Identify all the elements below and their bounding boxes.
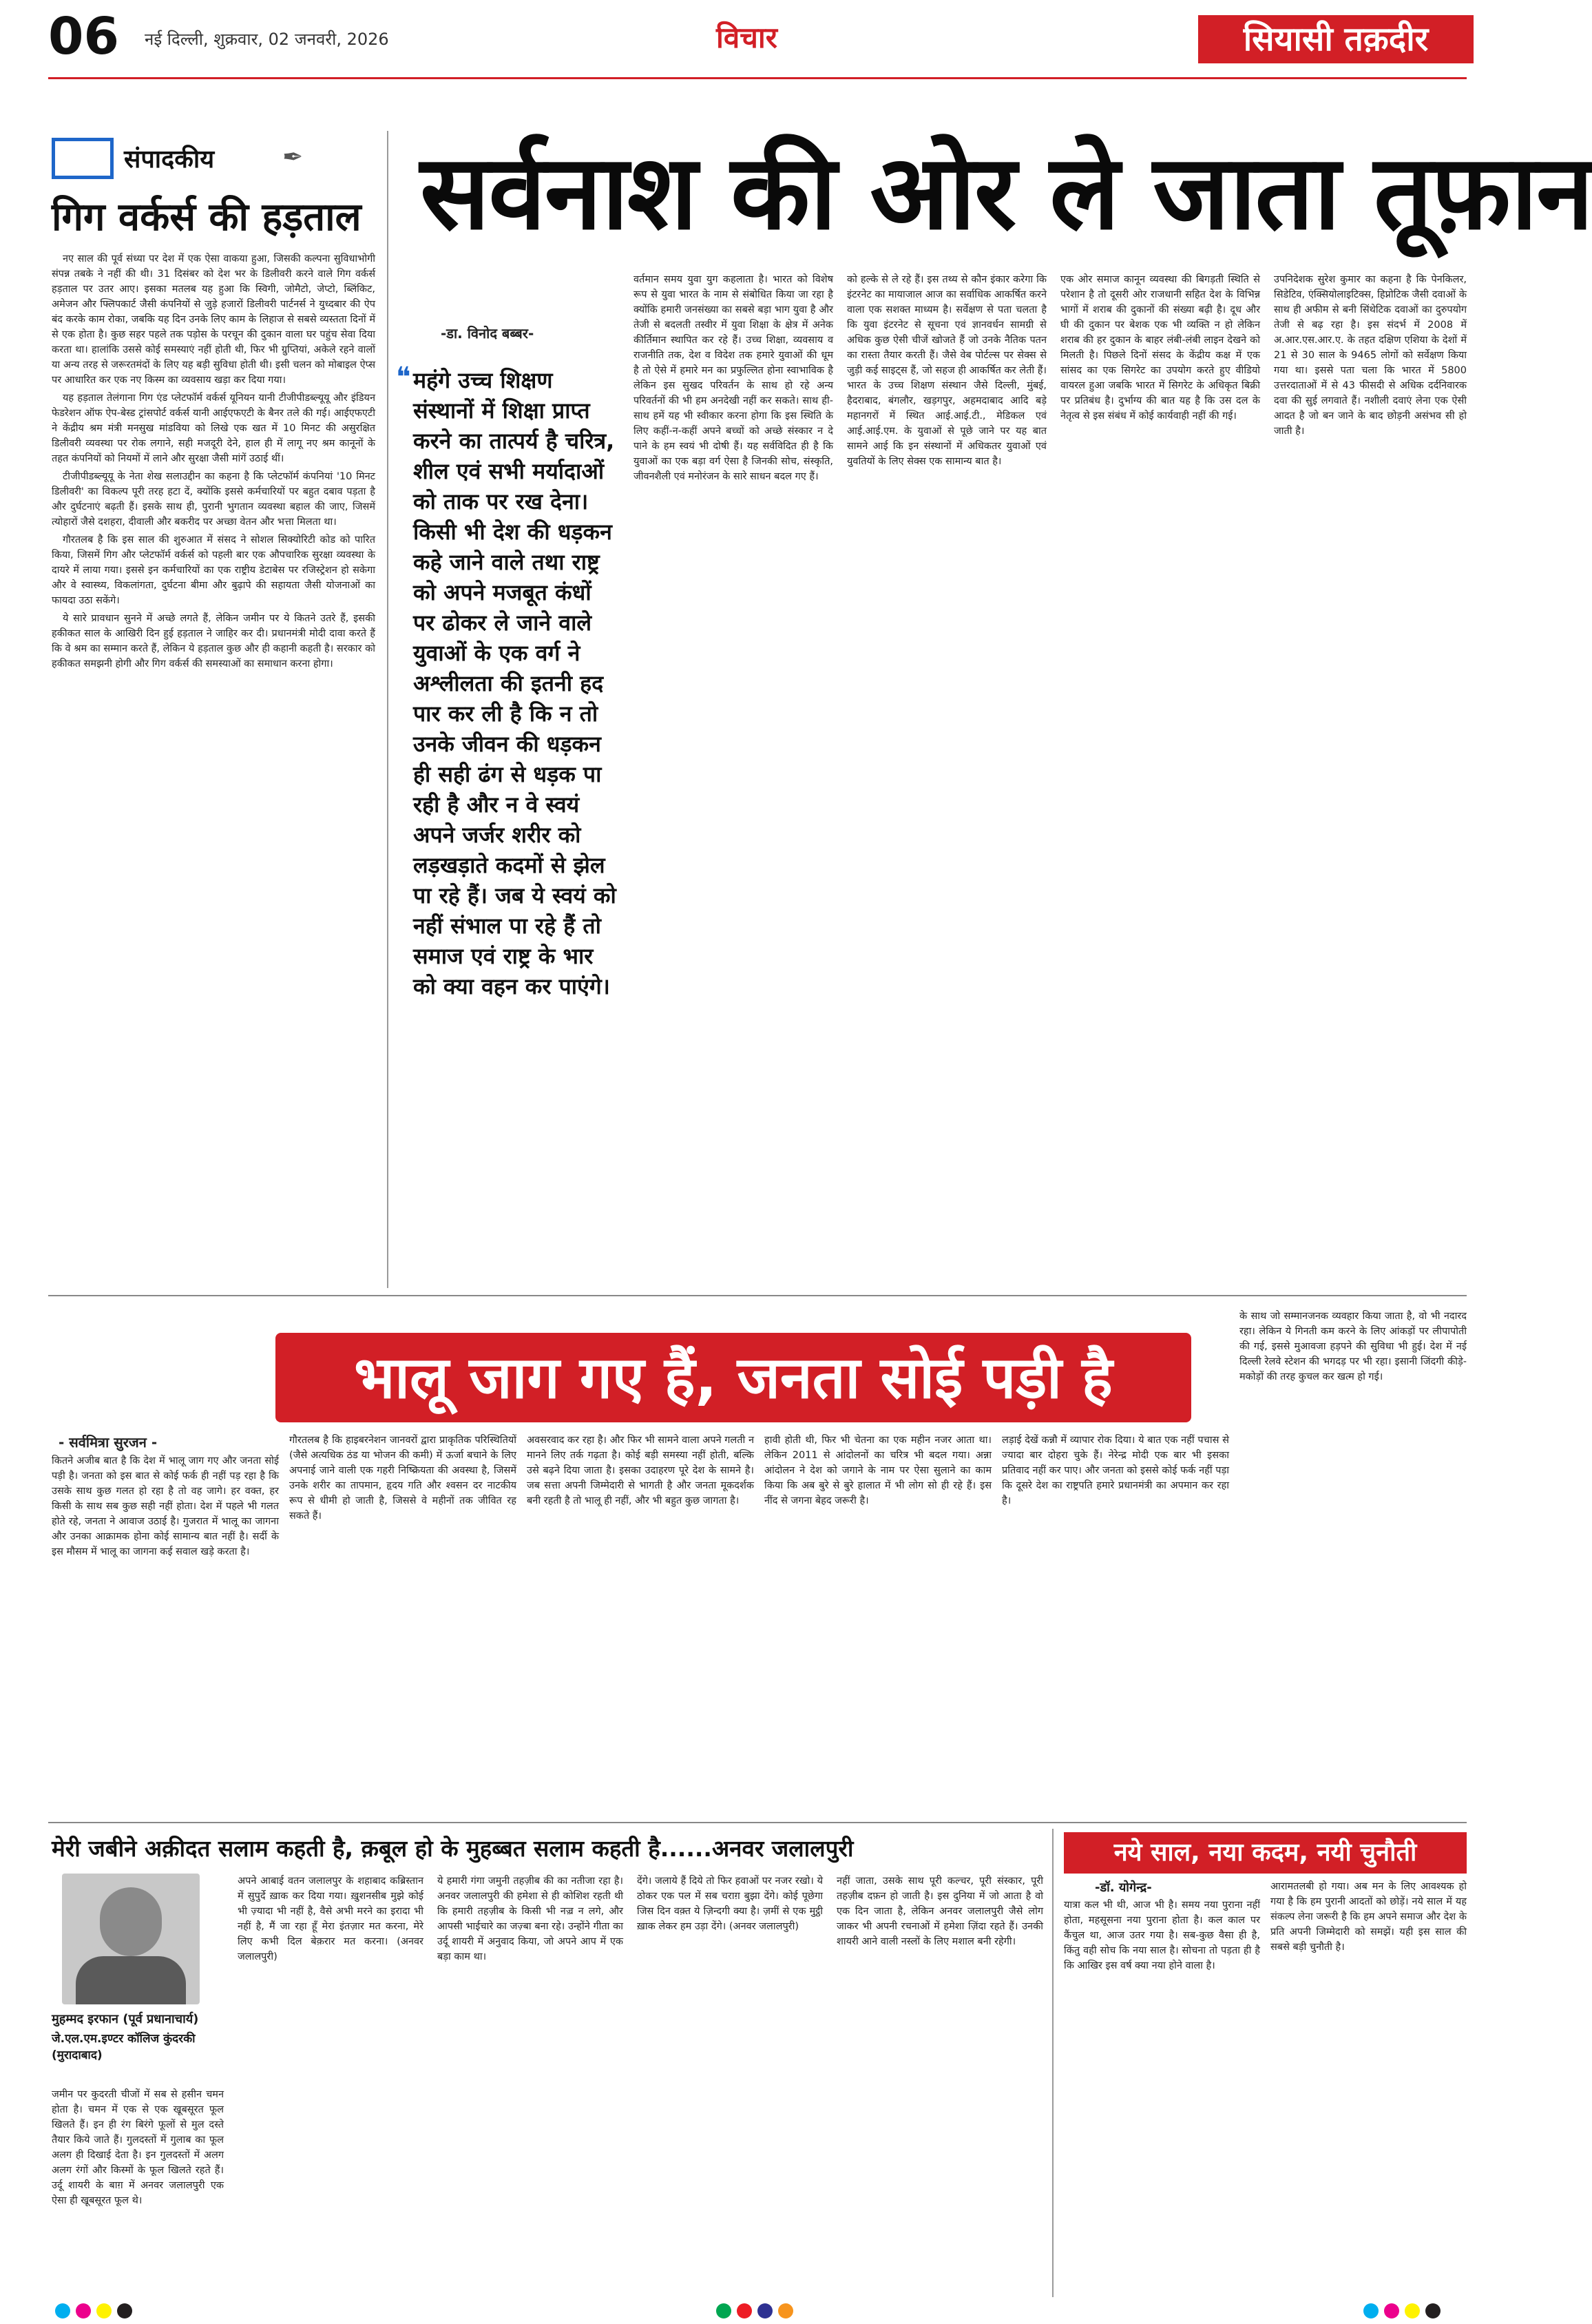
poetry-column-5: नहीं जाता, उसके साथ पूरी कल्चर, पूरी संस्कार, पूरी तहज़ीब दफ़न हो जाती है। इस दुनिया में जो आता है वो एक दिन जाता है, लेकिन अनवर जलालपुरी जैसे लोग जाकर भी अपनी रचनाओं में हमेशा ज़िंदा रहते हैं। उनकी शायरी आने वाली नस्लों के लिए मशाल बनी रहेगी।: [837, 1876, 1043, 1947]
newyear-headline: नये साल, नया कदम, नयी चुनौती: [1064, 1832, 1467, 1874]
avatar-shoulders: [76, 1956, 186, 2004]
lead-column-2: को हल्के से ले रहे हैं। इस तथ्य से कौन इंकार करेगा कि इंटरनेट का मायाजाल आज का सर्वाधिक आकर्षित करने वाला एक सशक्त माध्यम है। सर्वेक्षण से पता चलता है कि युवा इंटरनेट से सूचना एवं ज्ञानवर्धन सामग्री से अधिक कुछ ऐसी चीजें खोजते हैं जो उनके नैतिक पतन का रास्ता तैयार करती हैं। जैसे वेब पोर्टल्स पर सेक्स से जुड़ी कई साइट्स हैं, जो सहज ही आकर्षित कर लेती हैं। भारत के उच्च शिक्षण संस्थान जैसे दिल्ली, मुंबई, हैदराबाद, बंगलौर, खड़गपुर, अहमदाबाद आदि बड़े महानगरों में स्थित आई.आई.टी., मेडिकल एवं आई.आई.एम. के युवाओं से पूछे जाने पर यह बात सामने आई कि इन संस्थानों में अधिकतर युवाओं एवं युवतियों के लिए सेक्स एक सामान्य बात है।: [847, 274, 1047, 467]
second-headline: भालू जाग गए हैं, जनता सोई पड़ी है: [275, 1333, 1191, 1422]
lead-pull-quote: महंगे उच्च शिक्षण संस्थानों में शिक्षा प्राप्त करने का तात्पर्य है चरित्र, शील एवं सभी मर्यादाओं को ताक पर रख देना। किसी भी देश की धड़कन कहे जाने वाले तथा राष्ट्र को अपने मजबूत कंधों पर ढोकर ले जाने वाले युवाओं के एक वर्ग ने अश्लीलता की इतनी हद पार कर ली है कि न तो उनके जीवन की धड़कन ही सही ढंग से धड़क पा रही है और न वे स्वयं अपने जर्जर शरीर को लड़खड़ाते कदमों से झेल पा रहे हैं। जब ये स्वयं को नहीं संभाल पा रहे हैं तो समाज एवं राष्ट्र के भार को क्या वहन कर पाएंगे।: [413, 367, 616, 999]
column-divider: [1052, 1829, 1054, 2297]
registration-dot: [76, 2303, 91, 2318]
registration-dot: [96, 2303, 112, 2318]
newyear-byline: -डॉ. योगेन्द्र-: [1095, 1880, 1152, 1895]
page-header: [0, 0, 1515, 76]
editorial-headline: गिग वर्कर्स की हड़ताल: [52, 195, 362, 240]
second-column-2: गौरतलब है कि हाइबरनेशन जानवरों द्वारा प्राकृतिक परिस्थितियों (जैसे अत्यधिक ठंड या भोजन की कमी) में ऊर्जा बचाने के लिए अपनाई जाने वाली एक गहरी निष्क्रियता की अवस्था है, जिसमें उनके शरीर का तापमान, हृदय गति और श्वसन दर नाटकीय रूप से धीमी हो जाती है, जिससे वे महीनों तक जीवित रह सकते हैं।: [289, 1435, 516, 1522]
quote-icon: ❝: [396, 362, 411, 393]
second-column-4: हावी होती थी, फिर भी चेतना का एक महीन नजर आता था। लेकिन 2011 से आंदोलनों का चरित्र भी बदल गया। अन्ना आंदोलन ने देश को जगाने के नाम पर ऐसा सुलाने का काम किया कि अब बुरे से बुरे हालात में भी लोग सो ही रहे हैं। इस नींद से जगना बेहद जरूरी है।: [764, 1435, 992, 1506]
poetry-column-3: ये हमारी गंगा जमुनी तहज़ीब की का नतीजा रहा है। अनवर जलालपुरी की हमेशा से ही कोशिश रहती थी कि हमारी तहज़ीब के किसी भी नज़्र न लगे, और आपसी भाईचारे का जज़्बा बना रहे। उन्होंने गीता का उर्दू शायरी में अनुवाद किया, जो अपने आप में एक बड़ा काम था।: [437, 1876, 623, 1962]
registration-dot: [117, 2303, 132, 2318]
page-number: 06: [48, 7, 119, 66]
lead-byline: -डा. विनोद बब्बर-: [441, 325, 534, 342]
lead-column-3: एक ओर समाज कानून व्यवस्था की बिगड़ती स्थिति से परेशान है तो दूसरी ओर राजधानी सहित देश के विभिन्न भागों में शराब की दुकानों की संख्या बढ़ी है। दूध और घी की दुकान पर बेशक एक भी व्यक्ति न हो लेकिन शराब की हर दुकान के बाहर लंबी-लंबी लाइन देखने को मिलती है। पिछले दिनों संसद के केंद्रीय कक्ष में एक सांसद का एक सिगरेट का उपयोग करते हुए वीडियो वायरल हुआ जबकि भारत में सिगरेट के अधिकृत बिक्री पर प्रतिबंध है। दुर्भाग्य की बात यह है कि उस दल के नेतृत्व से इस संबंध में कोई कार्यवाही नहीं की गई।: [1060, 274, 1260, 422]
lead-headline: सर्वनाश की ओर ले जाता तूफ़ान: [420, 133, 1592, 253]
section-rule: [48, 1822, 1467, 1823]
second-column-5: लड़ाई देखें कन्नौ में व्यापार रोक दिया। ये बात एक नहीं पचास से ज्यादा बार दोहरा चुके हैं। नेरेन्द्र मोदी एक बार भी इसका प्रतिवाद नहीं कर पाए। और जनता को इससे कोई फर्क नहीं पड़ा कि दूसरे देश का राष्ट्रपति हमारे प्रधानमंत्री का अपमान कर रहा है।: [1002, 1435, 1229, 1506]
editorial-logo-box: [52, 138, 114, 179]
editorial-paragraph: यह हड़ताल तेलंगाना गिग एंड प्लेटफॉर्म वर्कर्स यूनियन यानी टीजीपीडब्ल्यूयू और इंडियन फेडरेशन ऑफ ऐप-बेस्ड ट्रांसपोर्ट वर्कर्स यानी आईएफएटी के बैनर तले की गई। आईएफएटी ने केंद्रीय श्रम मंत्री मनसुख मांडविया को लिखे एक खत में 10 मिनट की असुरक्षित डिलीवरी व्यवस्था पर रोक लगाने, सही मजदूरी देने, हाल ही में लागू नए श्रम कानूनों के तहत कंपनियों को नियमों में लाने और सुरक्षा जैसी मांगें उठाई थीं।: [52, 393, 375, 464]
lead-column-1: वर्तमान समय युवा युग कहलाता है। भारत को विशेष रूप से युवा भारत के नाम से संबोधित किया जा रहा है क्योंकि हमारी जनसंख्या का सबसे बड़ा भाग युवा है और तेजी से बदलती तस्वीर में युवा शिक्षा के क्षेत्र में अनेक कीर्तिमान स्थापित कर रहे हैं। उच्च शिक्षा, व्यवसाय व राजनीति तक, देश व विदेश तक हमारे युवाओं की धूम है तो ऐसे में हमारे मन का प्रफुल्लित होना स्वाभाविक है लेकिन इस सुखद परिवर्तन के साथ हो रहे अन्य परिवर्तनों की भी हम अनदेखी नहीं कर सकते। साथ ही-साथ हमें यह भी स्वीकार करना होगा कि इस स्थिति के लिए कहीं-न-कहीं अपने बच्चों को अच्छे संस्कार न दे पाने के हम स्वयं भी दोषी हैं। यह सर्वविदित ही है कि युवाओं का एक बड़ा वर्ग ऐसा है जिनकी सोच, संस्कृति, जीवनशैली एवं मनोरंजन के सारे साधन बदल गए हैं।: [633, 274, 833, 482]
column-divider: [387, 131, 388, 1288]
registration-dot: [1405, 2303, 1420, 2318]
second-column-3: अवसरवाद कर रहा है। और फिर भी सामने वाला अपने गलती न मानने लिए तर्क गढ़ता है। कोई बड़ी समस्या नहीं होती, बल्कि उसे बढ़ने दिया जाता है। इसका उदाहरण पूरे देश के सामने है। जब सत्ता अपनी जिम्मेदारी से भागती है और जनता मूकदर्शक बनी रहती है तो भालू ही नहीं, और भी बहुत कुछ जागता है।: [527, 1435, 754, 1506]
section-rule: [48, 1295, 1467, 1296]
registration-dot: [737, 2303, 752, 2318]
poetry-column-1: जमीन पर कुदरती चीजों में सब से हसीन चमन होता है। चमन में एक से एक खूबसूरत फूल खिलते हैं। इन ही रंग बिरंगे फूलों से मुल दस्ते तैयार किये जाते हैं। गुलदस्तों में गुलाब का फूल अलग ही दिखाई देता है। इन गुलदस्तों में अलग अलग रंगों और किस्मों के फूल खिलते रहते हैं। उर्दू शायरी के बाग़ में अनवर जलालपुरी एक ऐसा ही खूबसूरत फूल थे।: [52, 2089, 224, 2206]
pen-icon: ✒: [282, 143, 304, 172]
dateline: नई दिल्ली, शुक्रवार, 02 जनवरी, 2026: [145, 30, 389, 49]
author-photo: [62, 1874, 200, 2004]
registration-dot: [1425, 2303, 1441, 2318]
column-tag: सियासी तक़दीर: [1198, 15, 1474, 63]
poetry-headline: मेरी जबीने अक़ीदत सलाम कहती है, क़बूल हो के मुहब्बत सलाम कहती है......अनवर जलालपुरी: [52, 1835, 854, 1862]
registration-dot: [778, 2303, 793, 2318]
poetry-column-4: देंगे। जलाये हैं दिये तो फिर हवाओं पर नजर रखो। ये ठोकर एक पल में सब चराग़ बुझा देंगे। कोई पूछेगा जिस दिन वक़्त ये ज़िन्दगी क्या है। ज़मीं से एक मुट्ठी ख़ाक लेकर हम उड़ा देंगे। (अनवर जलालपुरी): [637, 1876, 823, 1932]
registration-dot: [716, 2303, 731, 2318]
editorial-label: संपादकीय: [124, 145, 215, 174]
poetry-column-2: अपने आबाई वतन जलालपुर के शहाबाद कब्रिस्तान में सुपुर्दे ख़ाक कर दिया गया। ख़ुशनसीब मुझे कोई भी ज़्यादा भी नहीं है, वैसे अभी मरने का इरादा भी नहीं है, मैं जा रहा हूँ मेरा इंतज़ार मत करना, मेरे लिए कभी दिल बेक़रार मत करना। (अनवर जलालपुरी): [238, 1876, 423, 1962]
newyear-column-2: आरामतलबी हो गया। अब मन के लिए आवश्यक हो गया है कि हम पुरानी आदतों को छोड़ें। नये साल में यह संकल्प लेना जरूरी है कि हम अपने समाज और देश के प्रति अपनी जिम्मेदारी को समझें। यही इस साल की सबसे बड़ी चुनौती है।: [1270, 1881, 1467, 1953]
author-name: मुहम्मद इरफान (पूर्व प्रधानाचार्य): [52, 2012, 199, 2026]
editorial-paragraph: टीजीपीडब्ल्यूयू के नेता शेख सलाउद्दीन का कहना है कि प्लेटफॉर्म कंपनियां '10 मिनट डिलीवरी' का विकल्प पूरी तरह हटा दें, क्योंकि इससे कर्मचारियों पर बहुत दबाव पड़ता है और दुर्घटनाएं बढ़ती हैं। इसके साथ ही, पुरानी भुगतान व्यवस्था बहाल की जाए, जिसमें त्योहारों जैसे दशहरा, दीवाली और बकरीद पर अच्छा वेतन और भत्ता मिलता था।: [52, 471, 375, 528]
editorial-paragraph: ये सारे प्रावधान सुनने में अच्छे लगते हैं, लेकिन जमीन पर ये कितने उतरे हैं, इसकी हकीकत साल के आखिरी दिन हुई हड़ताल ने जाहिर कर दी। प्रधानमंत्री मोदी दावा करते हैं कि वे श्रम का सम्मान करते हैं, लेकिन ये हड़ताल कुछ और ही कहानी कहती है। सरकार को हकीकत समझनी होगी और गिग वर्कर्स की समस्याओं का समाधान करना होगा।: [52, 613, 375, 670]
editorial-paragraph: गौरतलब है कि इस साल की शुरुआत में संसद ने सोशल सिक्योरिटी कोड को पारित किया, जिसमें गिग और प्लेटफॉर्म वर्कर्स को पहली बार एक औपचारिक सुरक्षा व्यवस्था के दायरे में लाया गया। इससे इन कर्मचारियों का एक राष्ट्रीय डेटाबेस पर रजिस्ट्रेशन हो सकेगा और वे स्वास्थ्य, विकलांगता, दुर्घटना बीमा और बुढ़ापे की सहायता जैसी योजनाओं का फायदा उठा सकेंगे।: [52, 535, 375, 606]
registration-dot: [757, 2303, 773, 2318]
editorial-paragraph: नए साल की पूर्व संध्या पर देश में एक ऐसा वाकया हुआ, जिसकी कल्पना सुविधाभोगी संपन्न तबके ने नहीं की थी। 31 दिसंबर को देश भर के डिलीवरी करने वाले गिग वर्कर्स हड़ताल पर उतर आए। इसका मतलब यह हुआ कि स्विगी, जोमैटो, जेप्टो, ब्लिंकिट, अमेजन और फ्लिपकार्ट जैसी कंपनियों से जुड़े हजारों डिलीवरी पार्टनर्स ने युध्दबार की ऐप बंद करके काम रोका, जबकि यह दिन उनके लिए काम के लिहाज से सबसे व्यस्तता दिनों में से एक होता है। कुछ सहर पहले तक पड़ोस के परचून की दुकान वाला घर पहुंच सेवा दिया करता था। हालांकि उससे कोई समस्याएं नहीं होती थी, फिर भी ग्रुप्तियां, अकेले रहने वालों या अन्य तरह से जरूरतमंदों के लिए यह बड़ी सुविधा होती थी। इसी चलन को मोबाइल ऐप्स पर आधारित कर एक नए किस्म का व्यवसाय खड़ा कर दिया गया।: [52, 253, 375, 386]
registration-dot: [1363, 2303, 1379, 2318]
header-rule: [48, 77, 1467, 79]
second-byline: - सर्वमित्रा सुरजन -: [59, 1434, 158, 1451]
second-column-1: कितने अजीब बात है कि देश में भालू जाग गए और जनता सोई पड़ी है। जनता को इस बात से कोई फर्क ही नहीं पड़ रहा है कि उसके साथ कुछ गलत हो रहा है तो वह जागे। हर वक्त, हर किसी के साथ सब कुछ सही नहीं होता। देश में पहले भी गलत होते रहे, जनता ने आवाज उठाई है। गुजरात में भालू का जागना और उनका आक्रामक होना कोई सामान्य बात नहीं है। सर्दी के इस मौसम में भालू का जागना कई सवाल खड़े करता है।: [52, 1455, 279, 1557]
editorial-body: [52, 251, 375, 1285]
author-detail: जे.एल.एम.इण्टर कॉलिज कुंदरकी (मुरादाबाद): [52, 2032, 196, 2062]
newyear-column-1: यात्रा कल भी थी, आज भी है। समय नया पुराना नहीं होता, महसूसना नया पुराना होता है। कल काल पर कैंचुल था, आज उतर गया है। सब-कुछ वैसा ही है, किंतु वही सोच कि नया साल है। सोचना तो पड़ता ही है कि आखिर इस वर्ष क्या नया होने वाला है।: [1064, 1900, 1260, 1971]
registration-dot: [1384, 2303, 1399, 2318]
avatar: [100, 1887, 162, 1956]
registration-dot: [55, 2303, 70, 2318]
registration-strip: [0, 2301, 1515, 2321]
second-column-6: के साथ जो सम्मानजनक व्यवहार किया जाता है, वो भी नदारद रहा। लेकिन ये गिनती कम करने के लिए आंकड़ों पर लीपापोती की गई, इससे मुआवजा हड़पने की सुविधा भी हुई। देश में नई दिल्ली रेलवे स्टेशन की भगदड़ पर भी रहा। इसानी जिंदगी कीड़े-मकोड़ों की तरह कुचल कर खत्म हो गई।: [1239, 1311, 1467, 1382]
lead-column-4: उपनिदेशक सुरेश कुमार का कहना है कि पेनकिलर, सिडेटिव, एंक्सियोलाइटिक्स, हिप्नोटिक जैसी दवाओं के साथ ही अफीम से बनी सिंथेटिक दवाओं का दुरुपयोग तेजी से बढ़ रहा है। इस संदर्भ में 2008 में अ.आर.एस.आर.ए. के तहत दक्षिण एशिया के देशों में 21 से 30 साल के 9465 लोगों को सर्वेक्षण किया गया था। इससे पता चला कि भारत में 5800 उत्तरदाताओं में से 43 फीसदी से अधिक दर्दनिवारक दवा की सुई लगवाते हैं। नशीली दवाएं लेना एक ऐसी आदत है जो बन जाने के बाद छोड़नी असंभव सी हो जाती है।: [1274, 274, 1467, 437]
section-title: विचार: [716, 21, 777, 54]
